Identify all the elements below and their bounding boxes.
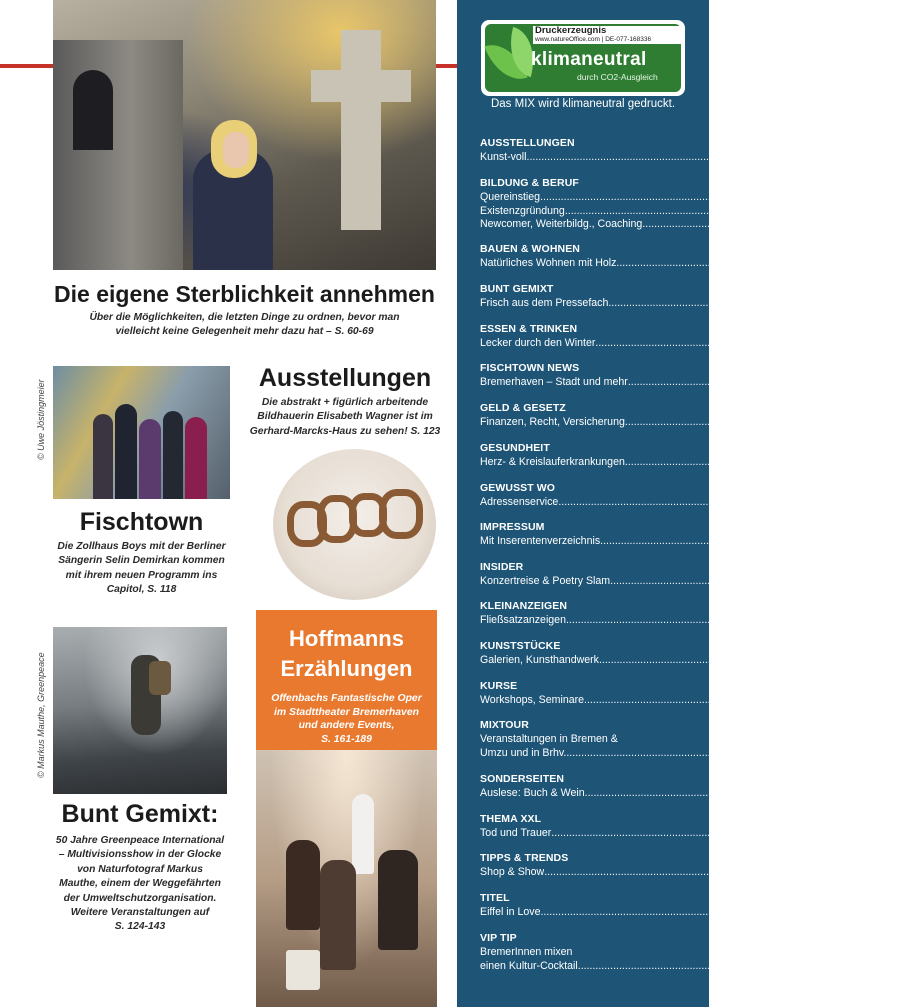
- toc-leader-dots: ................................................................................: [595, 337, 831, 349]
- toc-entry[interactable]: [480, 337, 870, 349]
- toc-page-number: 110-117: [860, 456, 899, 468]
- toc-entry-title: Umzu und in Brhv.: [480, 746, 567, 759]
- photo-credit-bunt: © Markus Mauthe, Greenpeace: [36, 652, 46, 778]
- cemetery-photo: [53, 0, 436, 270]
- hiker-photo: [53, 627, 227, 794]
- toc-sidebar: [457, 0, 905, 1007]
- toc-entry[interactable]: [480, 191, 803, 203]
- toc-entry-title: Eiffel in Love: [480, 906, 541, 918]
- toc-leader-dots: ................................................................................: [584, 694, 820, 706]
- toc-entry[interactable]: [480, 654, 853, 666]
- toc-section-heading[interactable]: KURSE: [480, 680, 518, 692]
- toc-entry[interactable]: [480, 746, 841, 759]
- ausstellungen-headline[interactable]: Ausstellungen: [258, 364, 432, 392]
- toc-entry[interactable]: [480, 906, 782, 918]
- toc-leader-dots: ................................................................................: [610, 575, 846, 587]
- toc-entry[interactable]: [480, 827, 814, 839]
- toc-section-heading[interactable]: BAUEN & WOHNEN: [480, 243, 580, 255]
- toc-entry-title: Shop & Show: [480, 866, 545, 878]
- toc-entry-title: Quereinstieg: [480, 191, 541, 203]
- toc-page-number: 118+119: [863, 376, 904, 388]
- fischtown-headline[interactable]: Fischtown: [79, 508, 204, 536]
- sculpture-photo: [273, 449, 436, 600]
- toc-entry[interactable]: [480, 456, 899, 468]
- toc-leader-dots: ................................................................................: [564, 204, 801, 217]
- red-rule-left: [0, 64, 53, 68]
- toc-leader-dots: ................................................................................: [565, 614, 802, 626]
- toc-section-heading[interactable]: SONDERSEITEN: [480, 773, 565, 785]
- toc-section-heading[interactable]: MIXTOUR: [480, 719, 529, 731]
- toc-entry[interactable]: [480, 787, 848, 799]
- toc-section-heading[interactable]: BILDUNG & BERUF: [480, 177, 579, 189]
- main-caption: Über die Möglichkeiten, die letzten Dinge zu ordnen, bevor man vielleicht keine Gelegenheit mehr dazu hat – S. 60-69: [89, 312, 400, 338]
- toc-entry[interactable]: [480, 614, 841, 626]
- toc-entry-title: Auslese: Buch & Wein: [480, 787, 585, 799]
- toc-page-number: 106-109: [830, 337, 870, 349]
- toc-page-number: 60-69: [786, 827, 814, 839]
- toc-entry-title: Konzertreise & Poetry Slam: [480, 575, 611, 587]
- badge-main: klimaneutral: [531, 49, 647, 70]
- toc-page-number: 3: [845, 575, 852, 587]
- toc-leader-dots: ................................................................................: [624, 456, 861, 468]
- badge-title: Druckerzeugnis: [535, 25, 607, 36]
- toc-section-heading[interactable]: FISCHTOWN NEWS: [480, 362, 580, 374]
- toc-entry[interactable]: [480, 946, 694, 958]
- toc-section-heading[interactable]: VIP TIP: [480, 932, 517, 944]
- toc-entry-title: Workshops, Seminare: [480, 694, 585, 706]
- toc-leader-dots: ................................................................................: [598, 654, 835, 666]
- toc-leader-dots: ................................................................................: [616, 257, 852, 269]
- toc-entry-title: BremerInnen mixen: [480, 946, 573, 958]
- toc-page-number: 76-79: [800, 204, 828, 217]
- toc-entry-title: einen Kultur-Cocktail: [480, 959, 578, 972]
- toc-page-number: 70-74: [775, 191, 803, 203]
- toc-section-heading[interactable]: INSIDER: [480, 561, 524, 573]
- toc-section-heading[interactable]: BUNT GEMIXT: [480, 283, 554, 295]
- toc-section-heading[interactable]: AUSSTELLUNGEN: [480, 137, 575, 149]
- bunt-headline[interactable]: Bunt Gemixt:: [61, 800, 219, 828]
- toc-entry-title: Newcomer, Weiterbildg., Coaching: [480, 218, 643, 230]
- toc-entry[interactable]: [480, 376, 904, 388]
- toc-entry-title: Veranstaltungen in Bremen &: [480, 733, 618, 745]
- toc-entry[interactable]: [480, 694, 859, 706]
- toc-page-number: 192+193: [813, 959, 855, 972]
- toc-entry-title: Finanzen, Recht, Versicherung: [480, 416, 625, 428]
- toc-entry[interactable]: [480, 535, 854, 547]
- toc-leader-dots: ................................................................................: [566, 746, 802, 759]
- toc-section-heading[interactable]: THEMA XXL: [480, 813, 542, 825]
- toc-page-number: 148-155: [801, 614, 841, 626]
- toc-leader-dots: ................................................................................: [608, 297, 844, 309]
- toc-leader-dots: ................................................................................: [600, 535, 836, 547]
- toc-section-heading[interactable]: GELD & GESETZ: [480, 402, 566, 414]
- badge-sub: durch CO2-Ausgleich: [577, 72, 658, 82]
- fischtown-caption: Die Zollhaus Boys mit der Berliner Sängerin Selin Demirkan kommen mit ihrem neuen Programm ins Capitol, S. 118: [57, 541, 226, 596]
- toc-leader-dots: ................................................................................: [544, 866, 780, 878]
- ausstellungen-caption: Die abstrakt + figürlich arbeitende Bildhauerin Elisabeth Wagner ist im Gerhard-Marcks-Haus zu sehen! S. 123: [249, 397, 441, 437]
- toc-page-number: 189-191: [793, 496, 833, 508]
- toc-entry-title: Adressenservice: [480, 496, 559, 508]
- toc-page-number: 161-189: [801, 746, 841, 759]
- opera-stage-photo: [256, 750, 437, 1007]
- toc-entry[interactable]: [480, 733, 694, 745]
- toc-page-number: 86-89: [779, 866, 807, 878]
- toc-section-heading[interactable]: TIPPS & TRENDS: [480, 852, 569, 864]
- toc-leader-dots: ................................................................................: [526, 151, 762, 163]
- toc-page-number: 194: [835, 535, 854, 547]
- toc-section-heading[interactable]: KLEINANZEIGEN: [480, 600, 568, 612]
- toc-section-heading[interactable]: ESSEN & TRINKEN: [480, 323, 578, 335]
- bunt-caption: 50 Jahre Greenpeace International – Multivisionsshow in der Glocke von Naturfotograf Markus Mauthe, einem der Weggefährten der Umweltschutzorganisation. Weitere Veranstaltungen auf S. 124-143: [55, 835, 225, 933]
- toc-page-number: 6: [775, 906, 782, 918]
- hoffmann-box[interactable]: [256, 610, 437, 750]
- toc-leader-dots: ................................................................................: [577, 959, 814, 972]
- toc-entry[interactable]: [480, 218, 905, 230]
- toc-entry-title: Galerien, Kunsthandwerk: [480, 654, 599, 666]
- red-rule-right: [436, 64, 457, 68]
- hoffmann-text: Offenbachs Fantastische Oper im Stadttheater Bremerhaven und andere Events, S. 161-189: [271, 693, 422, 745]
- badge-url: www.natureOffice.com | DE-077-168336: [535, 36, 652, 43]
- toc-leader-dots: ................................................................................: [551, 827, 787, 839]
- toc-entry-title: Existenzgründung: [480, 204, 565, 217]
- toc-entry[interactable]: [480, 416, 888, 428]
- toc-leader-dots: ................................................................................: [540, 191, 776, 203]
- toc-entry-title: Mit Inserentenverzeichnis: [480, 535, 601, 547]
- toc-section-heading[interactable]: GESUNDHEIT: [480, 442, 550, 454]
- toc-page-number: 90-93: [860, 416, 888, 428]
- toc-page-number: 80-84: [877, 218, 905, 230]
- toc-entry-title: Natürliches Wohnen mit Holz: [480, 257, 617, 269]
- toc-section-heading[interactable]: GEWUSST WO: [480, 482, 556, 494]
- toc-entry-title: Lecker durch den Winter: [480, 337, 596, 349]
- klimaneutral-badge: [481, 20, 685, 96]
- toc-entry-title: Tod und Trauer: [480, 827, 552, 839]
- toc-entry[interactable]: [480, 496, 833, 508]
- toc-entry[interactable]: [480, 257, 885, 269]
- hoffmann-title: Hoffmanns Erzählungen: [280, 626, 413, 681]
- toc-leader-dots: ................................................................................: [540, 906, 776, 918]
- toc-page-number: 120: [834, 654, 853, 666]
- toc-entry[interactable]: [480, 575, 852, 587]
- toc-page-number: 94-104: [851, 257, 885, 269]
- toc-section-heading[interactable]: TITEL: [480, 892, 510, 904]
- photo-credit-fischtown: © Uwe Jöstingmeier: [36, 379, 46, 460]
- band-photo: [53, 366, 230, 499]
- toc-leader-dots: ................................................................................: [642, 218, 878, 230]
- toc-entry-title: Bremerhaven – Stadt und mehr: [480, 376, 628, 388]
- toc-entry-title: Kunst-voll: [480, 151, 527, 163]
- toc-section-heading[interactable]: IMPRESSUM: [480, 521, 545, 533]
- toc-page-number: 56-59: [820, 787, 848, 799]
- toc-leader-dots: ................................................................................: [584, 787, 821, 799]
- toc-entry[interactable]: [480, 297, 883, 309]
- toc-entry[interactable]: [480, 151, 846, 163]
- toc-page-number: 120-123, 156-160: [761, 151, 846, 163]
- climate-note: Das MIX wird klimaneutral gedruckt.: [490, 98, 676, 110]
- toc-leader-dots: ................................................................................: [627, 376, 864, 388]
- toc-entry-title: Fließsatzanzeigen: [480, 614, 566, 626]
- toc-entry[interactable]: [480, 204, 828, 217]
- main-headline[interactable]: Die eigene Sterblichkeit annehmen: [54, 281, 435, 307]
- toc-entry[interactable]: [480, 959, 855, 972]
- toc-entry-title: Frisch aus dem Pressefach: [480, 297, 609, 309]
- toc-leader-dots: ................................................................................: [624, 416, 861, 428]
- toc-entry-title: Herz- & Kreislauferkrankungen: [480, 456, 625, 468]
- toc-page-number: 144-147: [819, 694, 859, 706]
- toc-page-number: 124-143: [843, 297, 883, 309]
- toc-section-heading[interactable]: KUNSTSTÜCKE: [480, 640, 561, 652]
- toc-leader-dots: ................................................................................: [558, 496, 794, 508]
- toc-entry[interactable]: [480, 866, 807, 878]
